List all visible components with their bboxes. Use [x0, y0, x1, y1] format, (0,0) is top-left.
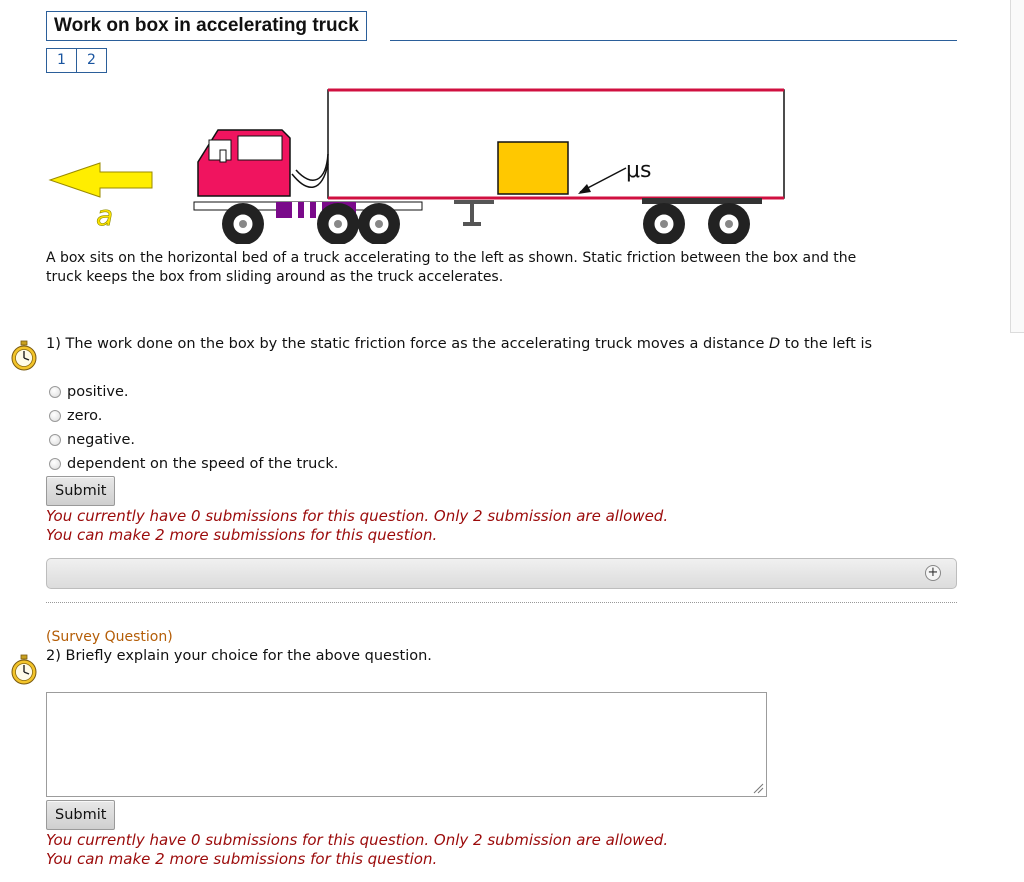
question-1-prompt: 1) The work done on the box by the static friction force as the accelerating truck moves a distance D to the left is	[46, 336, 873, 352]
radio-button[interactable]	[49, 458, 61, 470]
page-title: Work on box in accelerating truck	[46, 11, 367, 41]
drive-wheel-1	[317, 203, 359, 244]
expand-panel[interactable]	[46, 558, 957, 589]
submission-notice-q2: You currently have 0 submissions for this question. Only 2 submission are allowed. You can make 2 more submissions for this question.	[46, 831, 669, 868]
choice-zero[interactable]: zero.	[49, 404, 338, 428]
page-tabs	[46, 48, 107, 73]
answer-textarea[interactable]	[46, 692, 767, 797]
radio-button[interactable]	[49, 386, 61, 398]
title-underline	[390, 40, 957, 41]
page-2-button[interactable]: 2	[76, 48, 107, 73]
page-1-button[interactable]: 1	[46, 48, 77, 73]
radio-button[interactable]	[49, 434, 61, 446]
scrollbar[interactable]	[1010, 0, 1024, 333]
trailer-wheel-1	[643, 203, 685, 244]
choice-dependent-on-speed[interactable]: dependent on the speed of the truck.	[49, 452, 338, 476]
survey-question-tag: (Survey Question)	[46, 629, 173, 645]
problem-intro	[46, 249, 946, 287]
choice-negative[interactable]: negative.	[49, 428, 338, 452]
trailer-wheel-2	[708, 203, 750, 244]
intro-line-1: A box sits on the horizontal bed of a truck accelerating to the left as shown. Static friction between the box and the	[46, 250, 857, 266]
question-1-choices	[49, 380, 338, 476]
plus-circle-icon[interactable]: +	[925, 565, 941, 581]
question-2-prompt: 2) Briefly explain your choice for the above question.	[46, 648, 432, 664]
acceleration-label: a	[96, 199, 114, 232]
cargo-box	[498, 142, 568, 194]
radio-button[interactable]	[49, 410, 61, 422]
choice-positive[interactable]: positive.	[49, 380, 338, 404]
drive-wheel-2	[358, 203, 400, 244]
stopwatch-icon	[10, 340, 38, 372]
submit-button-q1[interactable]: Submit	[46, 476, 115, 506]
stopwatch-icon	[10, 654, 38, 686]
front-wheel	[222, 203, 264, 244]
intro-line-2: truck keeps the box from sliding around as the truck accelerates.	[46, 269, 504, 285]
acceleration-arrow	[50, 163, 152, 197]
divider	[46, 602, 957, 603]
submit-button-q2[interactable]: Submit	[46, 800, 115, 830]
friction-label: μs	[626, 158, 652, 183]
submission-notice-q1: You currently have 0 submissions for this question. Only 2 submission are allowed. You can make 2 more submissions for this question.	[46, 507, 669, 544]
resize-handle-icon[interactable]	[752, 782, 764, 794]
truck-figure	[46, 84, 796, 244]
